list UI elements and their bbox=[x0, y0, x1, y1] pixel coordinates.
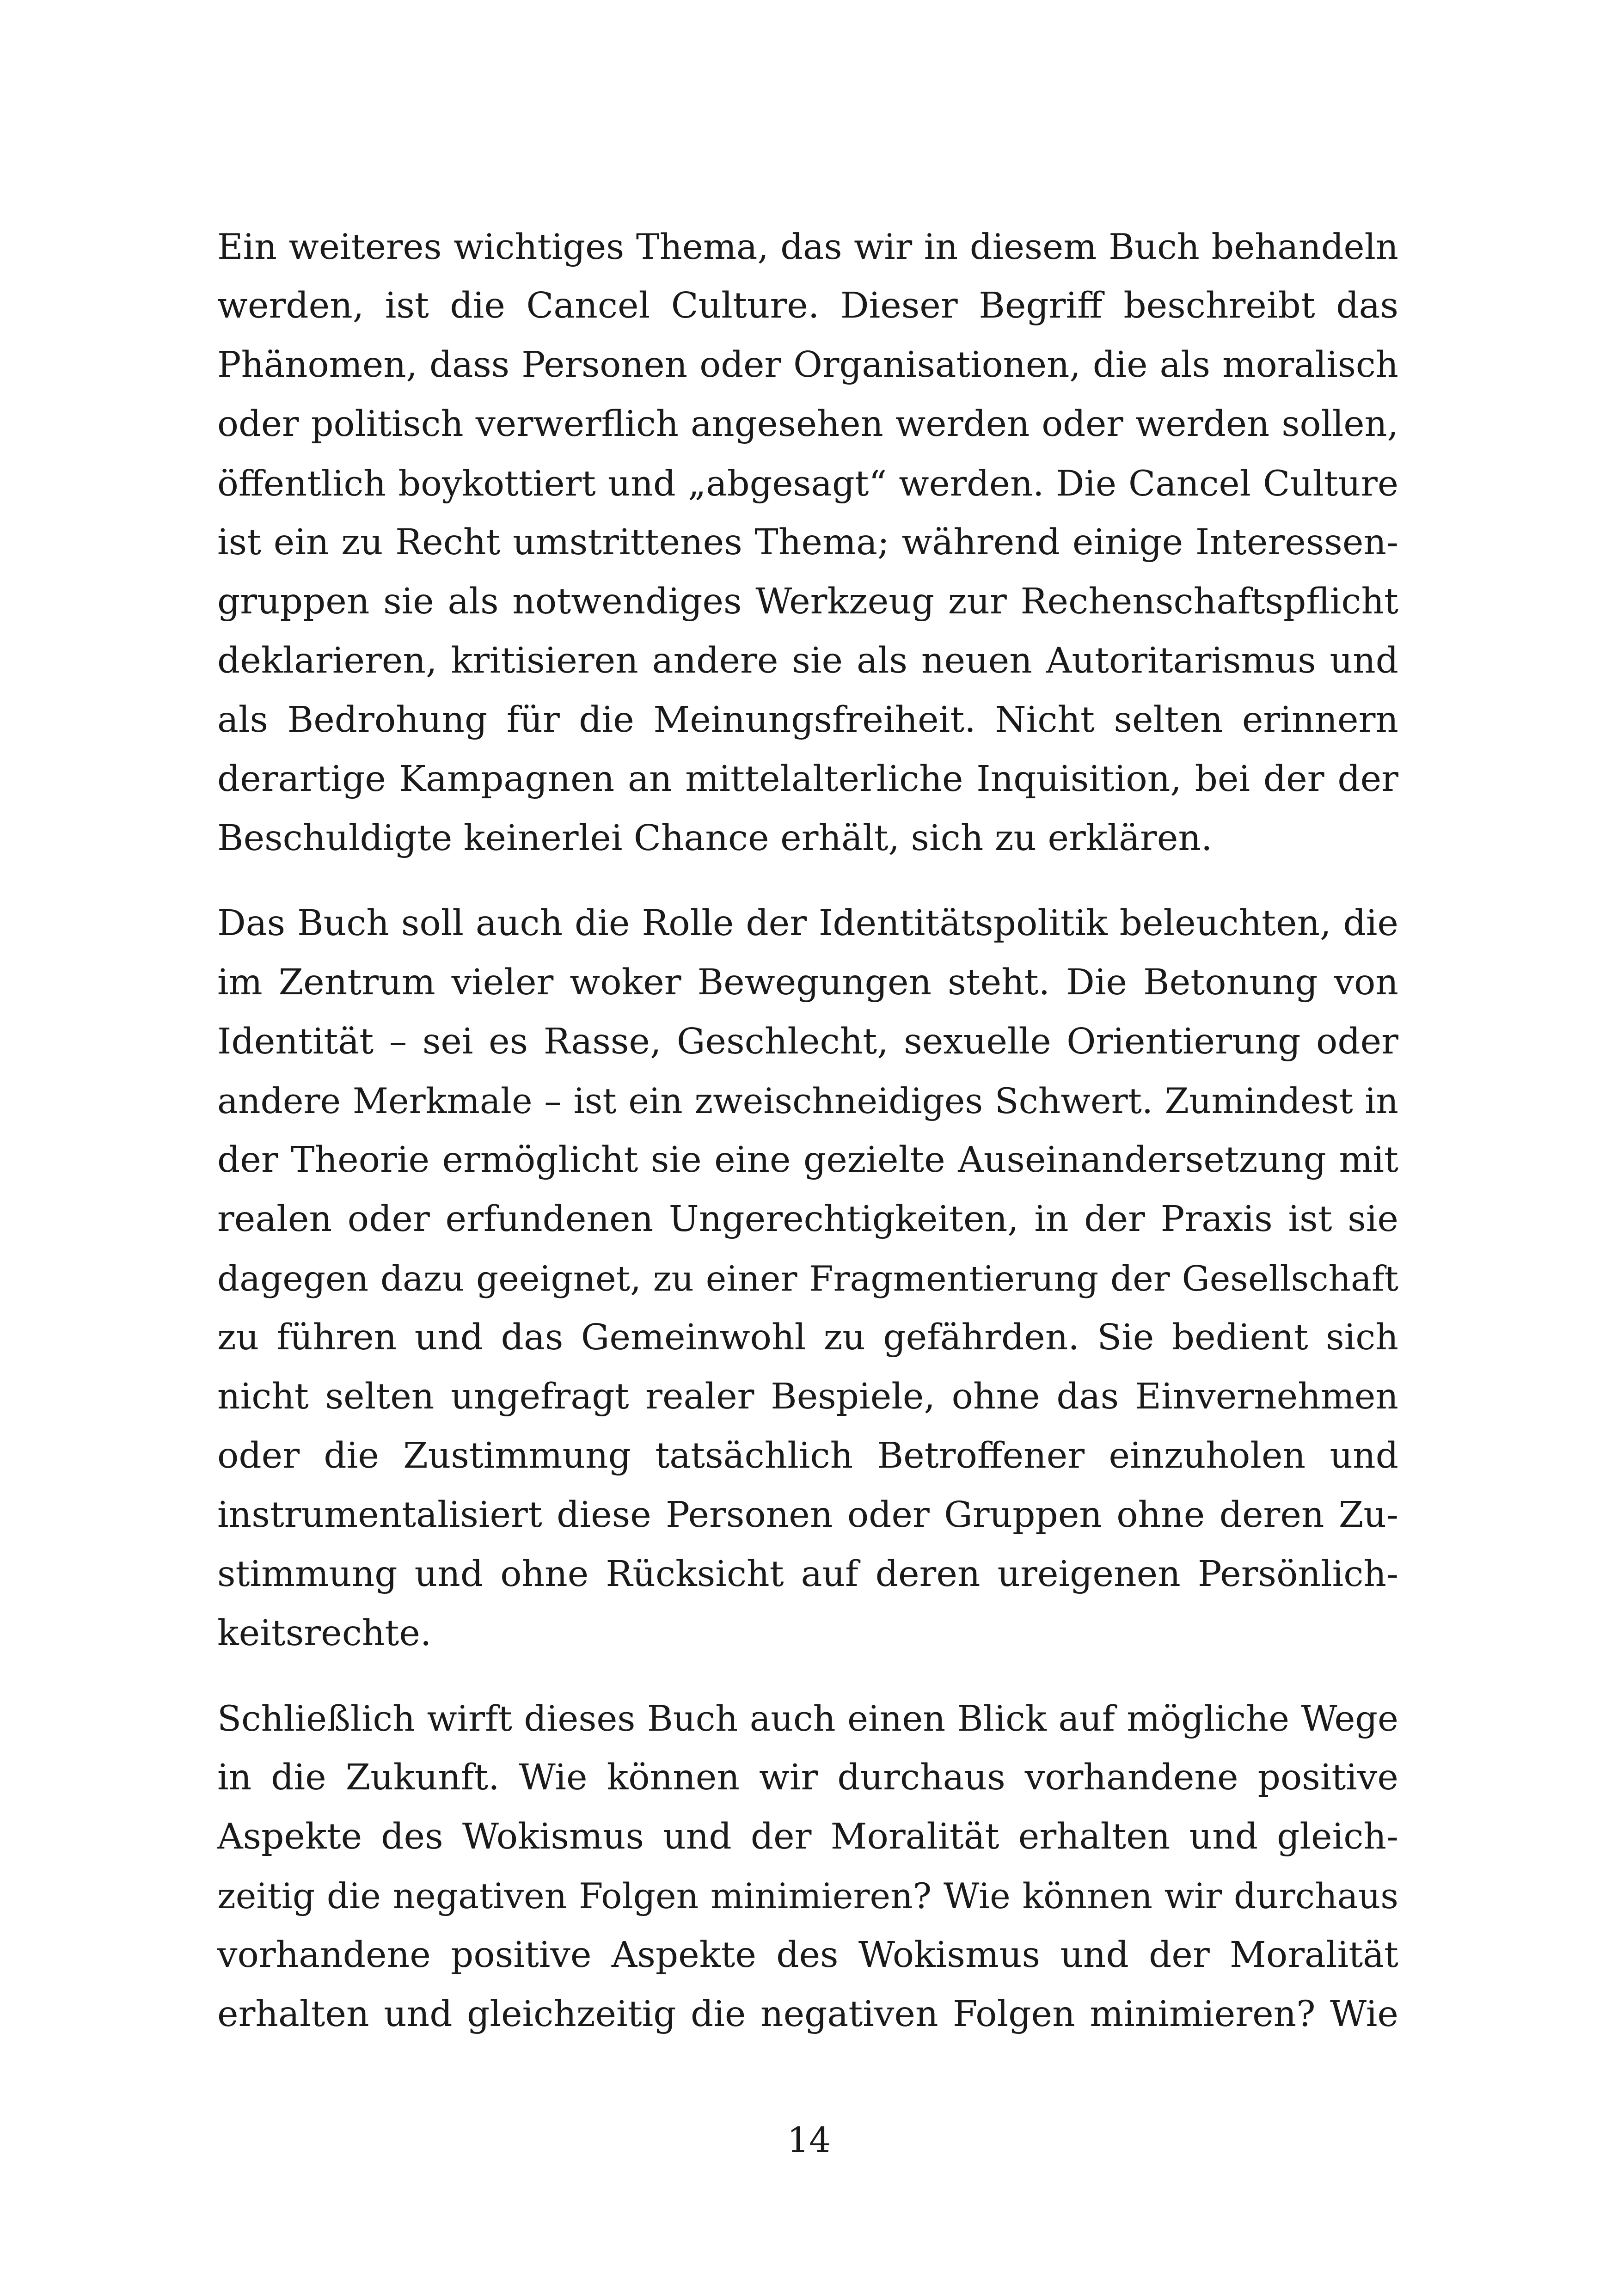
text-line: nicht selten ungefragt realer Bespiele, ohne das Einvernehmen bbox=[217, 1376, 1398, 1417]
text-line: Aspekte des Wokismus und der Moralität erhalten und gleich- bbox=[217, 1816, 1398, 1857]
paragraph-identity-politics bbox=[217, 894, 1398, 1663]
text-line: Schließlich wirft dieses Buch auch einen Blick auf mögliche Wege bbox=[217, 1698, 1398, 1739]
text-line: öffentlich boykottiert und „abgesagt“ werden. Die Cancel Culture bbox=[217, 463, 1398, 504]
text-line: realen oder erfundenen Ungerechtigkeiten, in der Praxis ist sie bbox=[217, 1199, 1398, 1240]
text-line: Phänomen, dass Personen oder Organisationen, die als moralisch bbox=[217, 344, 1398, 386]
paragraph-future-paths bbox=[217, 1689, 1398, 2044]
text-line: Beschuldigte keinerlei Chance erhält, sich zu erklären. bbox=[217, 818, 1213, 859]
text-line: erhalten und gleichzeitig die negativen Folgen minimieren? Wie bbox=[217, 1994, 1398, 2035]
text-line: vorhandene positive Aspekte des Wokismus und der Moralität bbox=[217, 1935, 1398, 1976]
text-line: oder die Zustimmung tatsächlich Betroffener einzuholen und bbox=[217, 1435, 1398, 1476]
text-line: zu führen und das Gemeinwohl zu gefährden. Sie bedient sich bbox=[217, 1317, 1398, 1358]
text-line: ist ein zu Recht umstrittenes Thema; während einige Interessen- bbox=[217, 522, 1398, 563]
text-line: gruppen sie als notwendiges Werkzeug zur Rechenschaftspflicht bbox=[217, 581, 1398, 622]
paragraph-cancel-culture bbox=[217, 217, 1398, 868]
text-line: in die Zukunft. Wie können wir durchaus vorhandene positive bbox=[217, 1757, 1398, 1798]
text-line: oder politisch verwerflich angesehen werden oder werden sollen, bbox=[217, 404, 1398, 445]
text-line: als Bedrohung für die Meinungsfreiheit. Nicht selten erinnern bbox=[217, 699, 1398, 741]
text-line: stimmung und ohne Rücksicht auf deren ureigenen Persönlich- bbox=[217, 1554, 1398, 1595]
page-number: 14 bbox=[787, 2120, 831, 2160]
text-line: der Theorie ermöglicht sie eine gezielte Auseinandersetzung mit bbox=[217, 1139, 1398, 1181]
text-line: Das Buch soll auch die Rolle der Identitätspolitik beleuchten, die bbox=[217, 903, 1398, 944]
text-line: Identität – sei es Rasse, Geschlecht, sexuelle Orientierung oder bbox=[217, 1021, 1398, 1062]
text-line: werden, ist die Cancel Culture. Dieser Begriff beschreibt das bbox=[217, 285, 1398, 326]
text-line: dagegen dazu geeignet, zu einer Fragmentierung der Gesellschaft bbox=[217, 1258, 1398, 1299]
text-line: zeitig die negativen Folgen minimieren? Wie können wir durchaus bbox=[217, 1876, 1398, 1916]
body-text bbox=[217, 217, 1398, 2070]
text-line: andere Merkmale – ist ein zweischneidiges Schwert. Zumindest in bbox=[217, 1081, 1398, 1121]
text-line: im Zentrum vieler woker Bewegungen steht. Die Betonung von bbox=[217, 962, 1398, 1003]
text-line: Ein weiteres wichtiges Thema, das wir in diesem Buch behandeln bbox=[217, 226, 1398, 267]
text-line: keitsrechte. bbox=[217, 1613, 432, 1654]
text-line: derartige Kampagnen an mittelalterliche Inquisition, bei der der bbox=[217, 759, 1398, 800]
text-line: instrumentalisiert diese Personen oder Gruppen ohne deren Zu- bbox=[217, 1494, 1398, 1536]
text-line: deklarieren, kritisieren andere sie als neuen Autoritarismus und bbox=[217, 640, 1398, 681]
